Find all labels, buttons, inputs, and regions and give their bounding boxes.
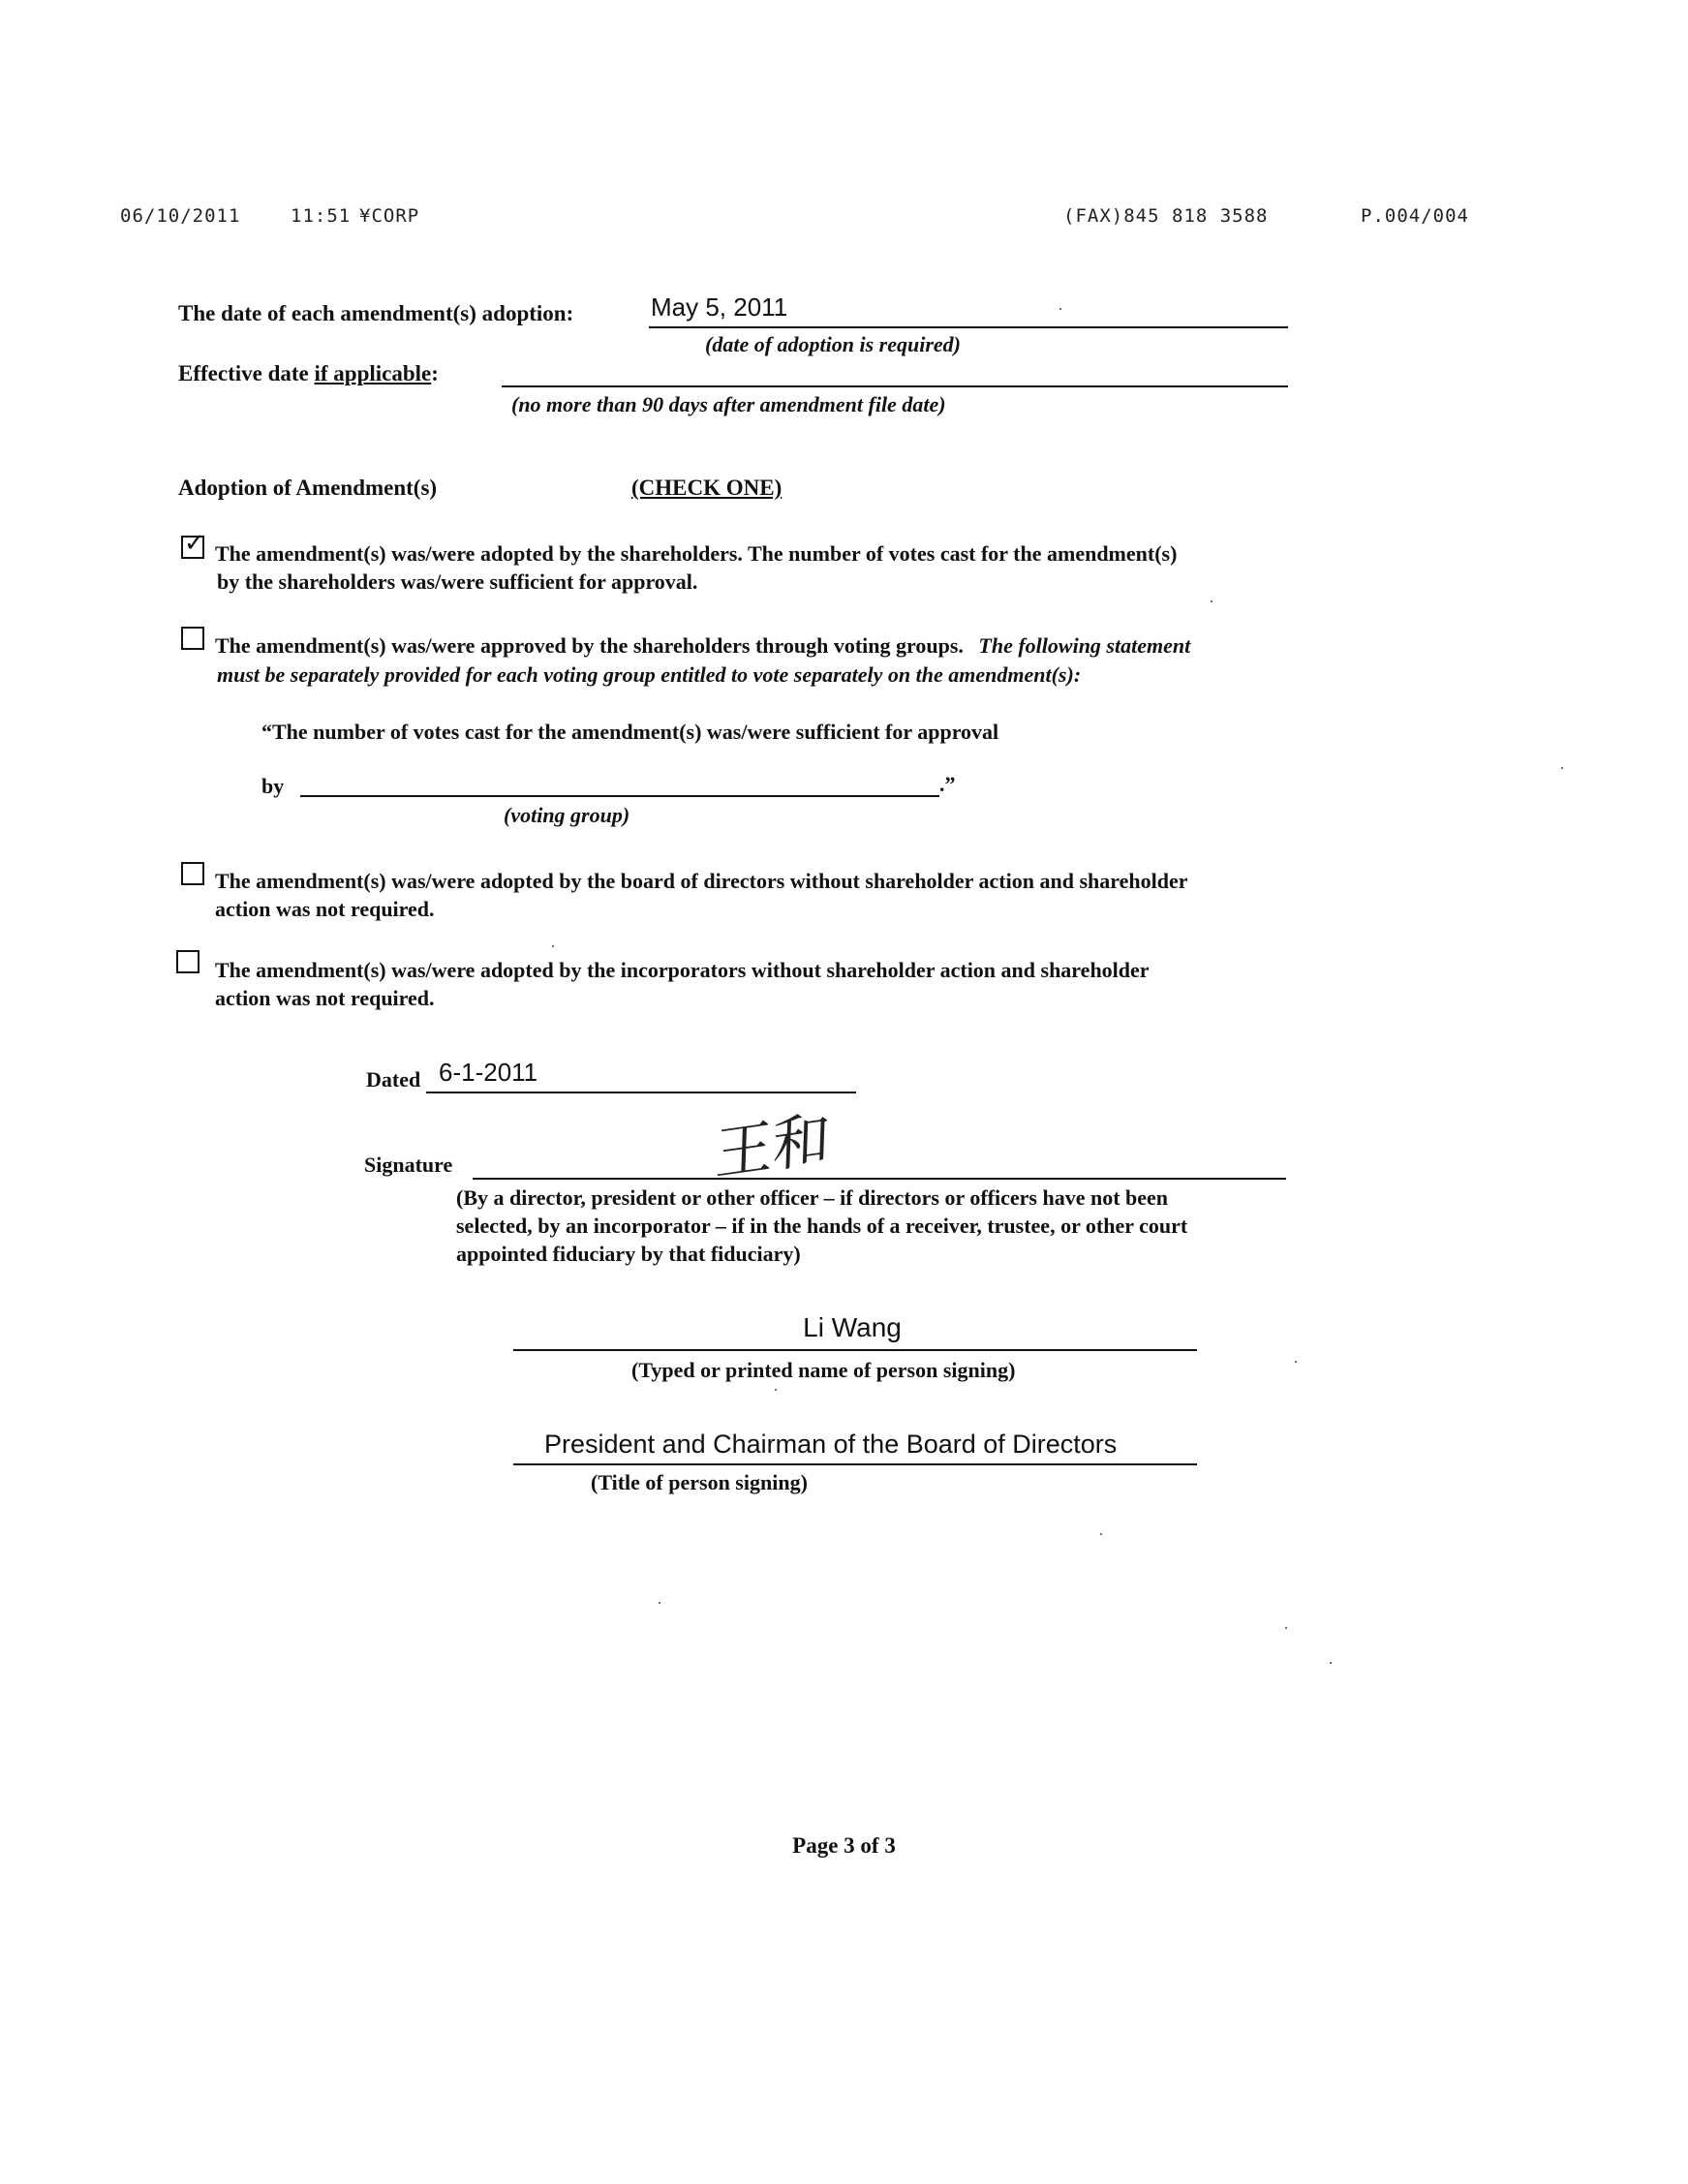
adoption-date-value: May 5, 2011 — [651, 292, 788, 322]
option-board-line1: The amendment(s) was/were adopted by the board of directors without shareholder action and shareholder — [215, 869, 1188, 893]
option-incorporators-line1: The amendment(s) was/were adopted by the incorporators without shareholder action and shareholder — [215, 958, 1150, 982]
fax-number: (FAX)845 818 3588 — [1063, 205, 1269, 227]
scan-speck — [1285, 1627, 1287, 1629]
voting-group-note: (voting group) — [504, 803, 630, 827]
scan-speck — [552, 945, 554, 947]
handwritten-signature: 王和 — [714, 1104, 832, 1189]
scan-speck — [1330, 1662, 1332, 1664]
checkmark-icon: ✓ — [184, 529, 205, 558]
effective-date-label-underlined: if applicable — [314, 361, 432, 385]
effective-date-line — [502, 385, 1288, 387]
adoption-heading: Adoption of Amendment(s) — [178, 476, 438, 500]
printed-name-line — [513, 1349, 1197, 1351]
option-board-checkbox[interactable] — [181, 862, 204, 885]
dated-label: Dated — [366, 1067, 421, 1092]
printed-name-note: (Typed or printed name of person signing) — [631, 1358, 1016, 1382]
printed-name-value: Li Wang — [803, 1312, 902, 1342]
scan-speck — [775, 1389, 777, 1391]
option-incorporators-checkbox[interactable] — [176, 950, 199, 973]
signature-line — [473, 1178, 1286, 1180]
signature-note-line3: appointed fiduciary by that fiduciary) — [456, 1242, 801, 1266]
option-shareholders-checkbox[interactable] — [181, 529, 205, 559]
fax-source: ¥CORP — [359, 205, 420, 227]
page-footer: Page 3 of 3 — [792, 1833, 896, 1858]
option-voting-groups-line1 — [215, 631, 1190, 660]
effective-date-label-suffix: : — [431, 361, 439, 385]
scan-speck — [1295, 1361, 1297, 1363]
option-voting-groups-text: The amendment(s) was/were approved by the shareholders through voting groups. — [215, 633, 964, 658]
voting-group-closing-quote: .” — [939, 772, 956, 796]
dated-line — [426, 1092, 856, 1093]
voting-group-line — [300, 795, 939, 797]
effective-date-note: (no more than 90 days after amendment file date) — [511, 392, 946, 416]
voting-group-by-label: by — [261, 774, 285, 798]
option-shareholders-line2: by the shareholders was/were sufficient for approval. — [217, 569, 698, 594]
title-value: President and Chairman of the Board of Directors — [544, 1430, 1118, 1459]
option-voting-groups-line2: must be separately provided for each voting group entitled to vote separately on the amendment(s): — [217, 662, 1082, 687]
fax-time: 11:51 — [291, 205, 352, 227]
dated-value: 6-1-2011 — [439, 1058, 538, 1087]
adoption-date-line — [649, 326, 1288, 328]
option-voting-groups-italic: The following statement — [978, 633, 1191, 658]
signature-label: Signature — [364, 1153, 453, 1177]
title-line — [513, 1463, 1197, 1465]
scan-speck — [1059, 308, 1061, 310]
option-shareholders-line1: The amendment(s) was/were adopted by the shareholders. The number of votes cast for the amendment(s) — [215, 541, 1178, 566]
scan-speck — [1561, 767, 1563, 769]
fax-page: P.004/004 — [1361, 205, 1469, 227]
signature-note-line2: selected, by an incorporator – if in the hands of a receiver, trustee, or other court — [456, 1214, 1188, 1238]
scan-speck — [659, 1602, 660, 1604]
adoption-date-label: The date of each amendment(s) adoption: — [178, 301, 574, 325]
option-incorporators-line2: action was not required. — [215, 986, 435, 1010]
option-voting-groups-checkbox[interactable] — [181, 627, 204, 650]
adoption-date-note: (date of adoption is required) — [705, 332, 961, 356]
effective-date-label — [178, 361, 439, 386]
title-note: (Title of person signing) — [591, 1470, 808, 1494]
signature-note-line1: (By a director, president or other officer – if directors or officers have not been — [456, 1185, 1169, 1210]
option-board-line2: action was not required. — [215, 897, 435, 921]
scan-speck — [1100, 1533, 1102, 1535]
voting-group-statement: “The number of votes cast for the amendment(s) was/were sufficient for approval — [261, 720, 999, 744]
effective-date-label-prefix: Effective date — [178, 361, 315, 385]
fax-date: 06/10/2011 — [120, 205, 241, 227]
scan-speck — [1211, 600, 1212, 602]
check-one-instruction: (CHECK ONE) — [631, 476, 783, 500]
